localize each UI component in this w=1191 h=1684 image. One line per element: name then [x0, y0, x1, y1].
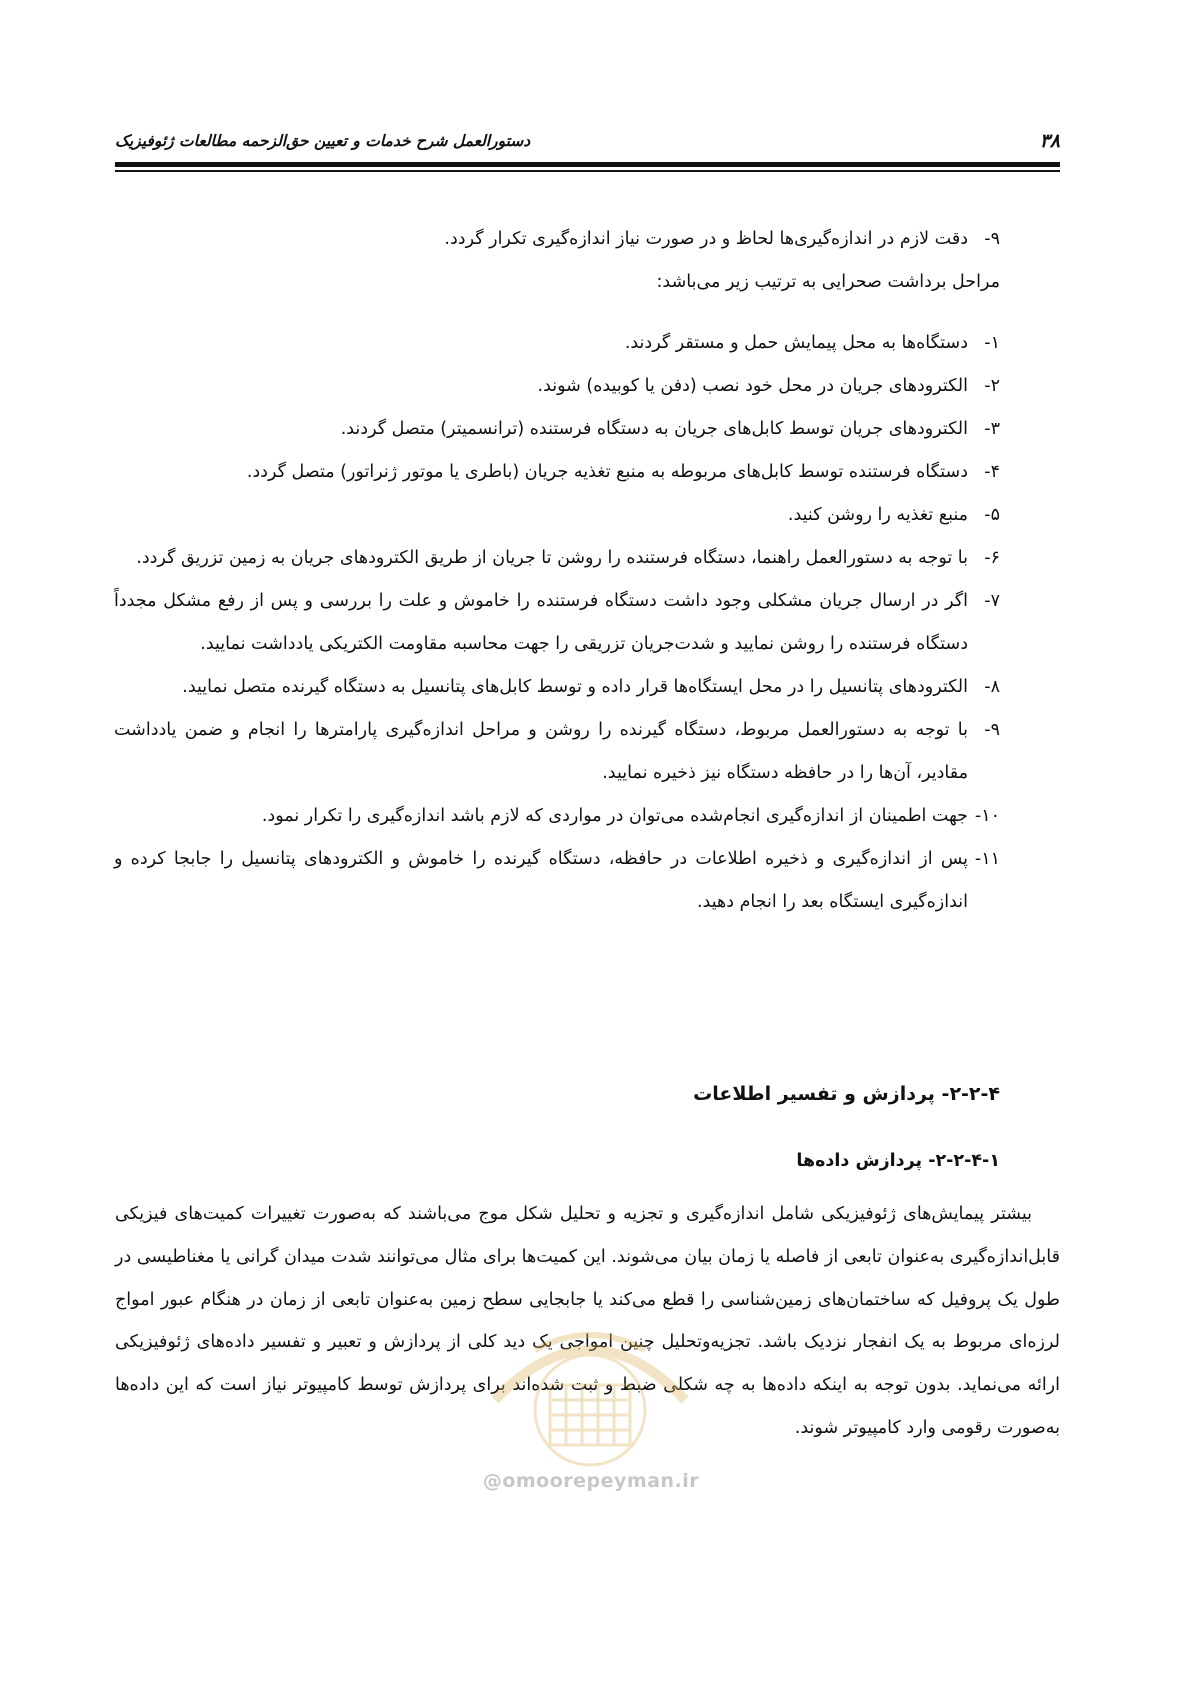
list-number: ۵- [984, 505, 1000, 525]
section-heading: ۲-۲-۴- پردازش و تفسیر اطلاعات [693, 1083, 1000, 1105]
list-item [114, 218, 1000, 261]
steps-heading: مراحل برداشت صحرایی به ترتیب زیر می‌باشد: [656, 272, 1000, 292]
list-number: ۴- [984, 462, 1000, 482]
list-number: ۶- [984, 548, 1000, 568]
list-item [114, 537, 1000, 580]
field-steps-section [114, 218, 1000, 924]
list-number: ۳- [984, 419, 1000, 439]
list-number: ۱۱- [974, 849, 1000, 869]
list-text: الکترودهای پتانسیل را در محل ایستگاه‌ها قرار داده و توسط کابل‌های پتانسیل به دستگاه گیرنده متصل نمایید. [182, 677, 968, 697]
list-text: با توجه به دستورالعمل راهنما، دستگاه فرستنده را روشن تا جریان از طریق الکترودهای جریان به زمین تزریق گردد. [136, 548, 968, 568]
list-text: الکترودهای جریان در محل خود نصب (دفن یا کوبیده) شوند. [537, 376, 968, 396]
header-rule-thin [115, 170, 1060, 172]
list-item [114, 365, 1000, 408]
list-text: پس از اندازه‌گیری و ذخیره اطلاعات در حافظه، دستگاه گیرنده را خاموش و الکترودهای پتانسیل را جابجا کرده و اندازه‌گیری ایستگاه بعد را انجام دهید. [114, 849, 968, 912]
list-item [114, 408, 1000, 451]
list-text: اگر در ارسال جریان مشکلی وجود داشت دستگاه فرستنده را خاموش و علت را بررسی و پس از رفع مشکل مجدداً دستگاه فرستنده را روشن نمایید و شدت‌جریان تزریقی را جهت محاسبه مقاومت الکتریکی یادداشت نمایید. [114, 591, 968, 654]
list-number: ۹- [984, 229, 1000, 249]
watermark-logo-icon [465, 1290, 715, 1474]
list-item [114, 580, 1000, 666]
running-title: دستورالعمل شرح خدمات و تعیین حق‌الزحمه مطالعات ژئوفیزیک [115, 132, 531, 150]
list-number: ۹- [984, 720, 1000, 740]
list-item [114, 494, 1000, 537]
subsection-heading: ۲-۲-۴-۱- پردازش داده‌ها [796, 1151, 1000, 1171]
list-text: منبع تغذیه را روشن کنید. [787, 505, 968, 525]
header-rule-thick [115, 162, 1060, 167]
list-text: دستگاه فرستنده توسط کابل‌های مربوطه به منبع تغذیه جریان (باطری یا موتور ژنراتور) متصل گردد. [246, 462, 968, 482]
list-number: ۲- [984, 376, 1000, 396]
list-item [114, 838, 1000, 924]
page-number: ۳۸ [1039, 130, 1060, 152]
list-item [114, 709, 1000, 795]
list-text: دستگاه‌ها به محل پیمایش حمل و مستقر گردند. [624, 333, 968, 353]
spacer [114, 304, 1000, 322]
list-item [114, 451, 1000, 494]
watermark-site: @omoorepeyman.ir [482, 1470, 700, 1492]
list-number: ۱۰- [974, 806, 1000, 826]
running-header [115, 128, 1060, 156]
list-number: ۱- [984, 333, 1000, 353]
list-text: جهت اطمینان از اندازه‌گیری انجام‌شده می‌توان در مواردی که لازم باشد اندازه‌گیری را تکرار نمود. [261, 806, 968, 826]
list-item [114, 795, 1000, 838]
list-item [114, 322, 1000, 365]
list-number: ۷- [984, 591, 1000, 611]
list-text: با توجه به دستورالعمل مربوط، دستگاه گیرنده را روشن و مراحل اندازه‌گیری پارامترها را انجام و ضمن یادداشت مقادیر، آن‌ها را در حافظه دستگاه نیز ذخیره نمایید. [114, 720, 968, 783]
steps-list [114, 322, 1000, 924]
list-text: الکترودهای جریان توسط کابل‌های جریان به دستگاه فرستنده (ترانسمیتر) متصل گردند. [340, 419, 968, 439]
body-paragraph: بیشتر پیمایش‌های ژئوفیزیکی شامل اندازه‌گیری و تجزیه و تحلیل شکل موج می‌باشند که به‌صورت تغییرات کمیت‌های فیزیکی قابل‌اندازه‌گیری به‌عنوان تابعی از فاصله یا زمان بیان می‌شوند. این کمیت‌ها برای مثال می‌توانند شدت میدان گرانی یا مغناطیسی در طول یک پروفیل که ساختمان‌های زمین‌شناسی را قطع می‌کند یا جابجایی سطح زمین به‌عنوان تابعی از زمان در هنگام عبور امواج لرزه‌ای مربوط به یک انفجار نزدیک باشد. تجزیه‌وتحلیل چنین امواجی یک دید کلی از پردازش و تعبیر و تفسیر داده‌های ژئوفیزیکی ارائه می‌نماید. بدون توجه به اینکه داده‌ها به چه شکلی ضبط و ثبت شده‌اند برای پردازش توسط کامپیوتر نیاز است که این داده‌ها به‌صورت رقومی وارد کامپیوتر شوند. [115, 1204, 1060, 1438]
list-text: دقت لازم در اندازه‌گیری‌ها لحاظ و در صورت نیاز اندازه‌گیری تکرار گردد. [444, 229, 968, 249]
list-item [114, 666, 1000, 709]
list-number: ۸- [984, 677, 1000, 697]
